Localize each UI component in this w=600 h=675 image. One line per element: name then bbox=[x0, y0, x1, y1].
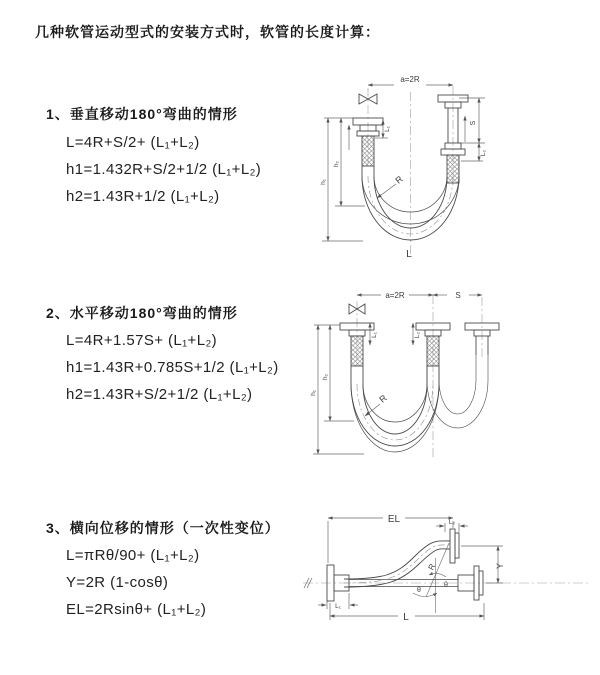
diagram-horizontal-180-bend bbox=[308, 287, 598, 462]
dim-label-l2: L₂ bbox=[480, 149, 487, 157]
dim-label-l1: L₁ bbox=[384, 126, 391, 132]
section3-heading: 3、横向位移的情形（一次性变位） bbox=[46, 520, 280, 536]
section1-formula-h2: h2=1.43R+1/2 (L₁+L₂) bbox=[66, 188, 220, 205]
section1-formula-h1: h1=1.432R+S/2+1/2 (L₁+L₂) bbox=[66, 161, 262, 178]
label-bend-radius: R bbox=[426, 562, 438, 572]
label-angle-theta: θ bbox=[444, 582, 448, 589]
dim-label-stroke-s: S bbox=[455, 291, 461, 300]
dimension-lines bbox=[313, 295, 482, 454]
dim-label-stroke-s: S bbox=[470, 120, 477, 126]
dim-label-a2r: a=2R bbox=[385, 291, 405, 300]
dim-label-h1: h₁ bbox=[320, 179, 327, 185]
diagram-lateral-displacement bbox=[298, 503, 598, 645]
section1-heading: 1、垂直移动180°弯曲的情形 bbox=[46, 106, 238, 122]
section1-formula-L: L=4R+S/2+ (L₁+L₂) bbox=[66, 134, 200, 151]
dim-label-l1: L₁ bbox=[371, 332, 378, 338]
dim-label-h2: h₂ bbox=[333, 160, 340, 168]
section2-formula-h2: h2=1.43R+S/2+1/2 (L₁+L₂) bbox=[66, 386, 253, 403]
hose-assembly bbox=[327, 529, 483, 601]
label-bend-radius: R bbox=[393, 173, 405, 186]
dim-label-l: L bbox=[403, 612, 409, 623]
dim-label-h2: h₂ bbox=[322, 373, 329, 381]
dimension-lines bbox=[318, 518, 503, 620]
dim-label-y: Y bbox=[495, 562, 505, 570]
dim-label-l2: L₂ bbox=[414, 331, 421, 339]
section3-formula-EL: EL=2Rsinθ+ (L₁+L₂) bbox=[66, 601, 207, 618]
label-hose-length: L bbox=[406, 249, 412, 260]
centerlines bbox=[357, 295, 482, 457]
label-bend-radius: R bbox=[377, 392, 389, 405]
dim-label-h1: h₁ bbox=[310, 390, 317, 396]
section2-formula-h1: h1=1.43R+0.785S+1/2 (L₁+L₂) bbox=[66, 359, 279, 376]
hose-assembly bbox=[340, 304, 499, 452]
dim-label-l1: L₁ bbox=[335, 603, 341, 610]
diagram-vertical-180-bend bbox=[313, 70, 583, 260]
section3-formula-Y: Y=2R (1-cosθ) bbox=[66, 574, 169, 591]
centerlines bbox=[368, 86, 453, 254]
label-angle-theta: θ bbox=[417, 587, 421, 594]
dim-label-a2r: a=2R bbox=[400, 75, 420, 84]
page-title: 几种软管运动型式的安装方式时，软管的长度计算： bbox=[35, 24, 380, 40]
dim-label-el: EL bbox=[387, 514, 401, 525]
dim-label-l2: L₂ bbox=[448, 519, 456, 526]
section2-formula-L: L=4R+1.57S+ (L₁+L₂) bbox=[66, 332, 218, 349]
section2-heading: 2、水平移动180°弯曲的情形 bbox=[46, 305, 238, 321]
section3-formula-L: L=πRθ/90+ (L₁+L₂) bbox=[66, 547, 200, 564]
